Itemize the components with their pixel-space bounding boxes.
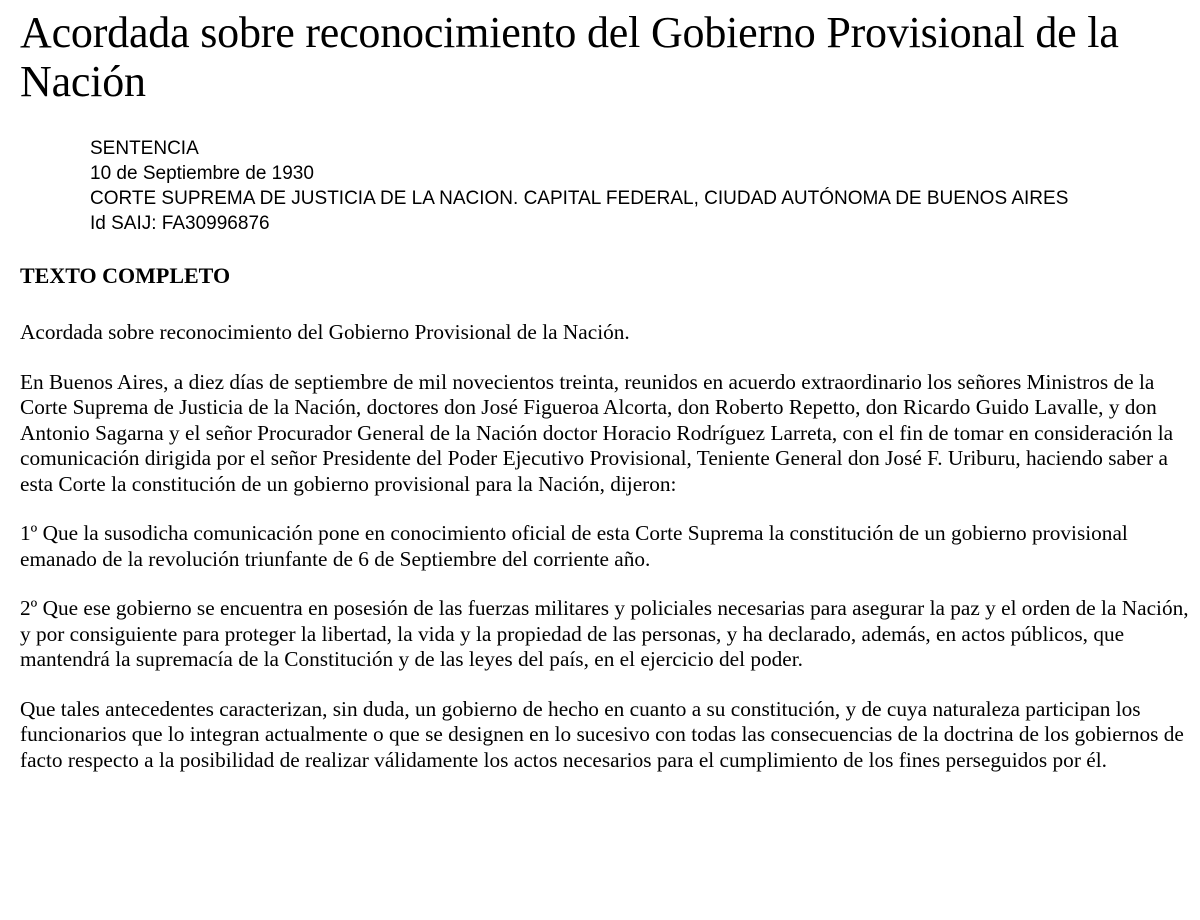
court-name: CORTE SUPREMA DE JUSTICIA DE LA NACION. CAPITAL FEDERAL, CIUDAD AUTÓNOMA DE BUENOS AIRES (90, 188, 1069, 209)
document-title: Acordada sobre reconocimiento del Gobierno Provisional de la Nación (20, 8, 1119, 106)
paragraph-point-2: 2º Que ese gobierno se encuentra en posesión de las fuerzas militares y policiales necesarias para asegurar la paz y el orden de la Nación, y por consiguiente para proteger la libertad, la vida y la propiedad de las personas, y ha declarado, además, en actos públicos, que mantendrá la supremacía de la Constitución y de las leyes del país, en el ejercicio del poder. (20, 596, 1189, 671)
section-heading: TEXTO COMPLETO (20, 263, 231, 288)
document-date: 10 de Septiembre de 1930 (90, 163, 314, 184)
document-metadata (90, 136, 1195, 236)
paragraph-conclusion: Que tales antecedentes caracterizan, sin duda, un gobierno de hecho en cuanto a su constitución, y de cuya naturaleza participan los funcionarios que lo integran actualmente o que se designen en lo sucesivo con todas las consecuencias de la doctrina de los gobiernos de facto respecto a la posibilidad de realizar válidamente los actos necesarios para el cumplimiento de los fines perseguidos por él. (20, 696, 1184, 772)
paragraph-preamble: En Buenos Aires, a diez días de septiembre de mil novecientos treinta, reunidos en acuerdo extraordinario los señores Ministros de la Corte Suprema de Justicia de la Nación, doctores don José Figueroa Alcorta, don Roberto Repetto, don Ricardo Guido Lavalle, y don Antonio Sagarna y el señor Procurador General de la Nación doctor Horacio Rodríguez Larreta, con el fin de tomar en consideración la comunicación dirigida por el señor Presidente del Poder Ejecutivo Provisional, Teniente General don José F. Uriburu, haciendo saber a esta Corte la constitución de un gobierno provisional para la Nación, dijeron: (20, 369, 1174, 496)
document-type: SENTENCIA (90, 138, 199, 159)
document-body (20, 320, 1195, 773)
document-page (20, 0, 1195, 797)
saij-id: Id SAIJ: FA30996876 (90, 213, 270, 234)
paragraph-point-1: 1º Que la susodicha comunicación pone en conocimiento oficial de esta Corte Suprema la constitución de un gobierno provisional emanado de la revolución triunfante de 6 de Septiembre del corriente año. (20, 521, 1128, 571)
paragraph-heading-line: Acordada sobre reconocimiento del Gobierno Provisional de la Nación. (20, 320, 630, 344)
